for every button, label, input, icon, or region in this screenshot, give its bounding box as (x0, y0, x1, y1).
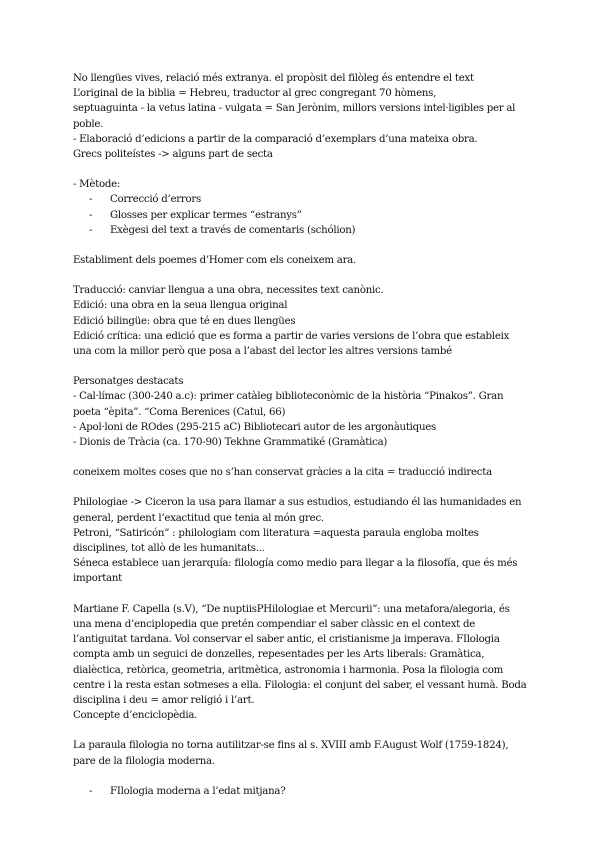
establiment-paragraph: Establiment dels poemes d’Homer com els coneixem ara. (73, 255, 356, 267)
dash-bullet: - (89, 209, 93, 221)
dash-bullet: - (89, 194, 93, 206)
definition-critica: Edició crítica: una edició que es forma a partir de varies versions de l’obra que estableix una com la millor però que posa a l’abast del lector les altres versions també (73, 330, 510, 358)
list-item-text: Correcció d’errors (110, 194, 201, 206)
martiane-paragraph: Martiane F. Capella (s.V), “De nuptiisPHilologiae et Mercurii”: una metafora/alegoria, és una mena d’enciplopedia que pretén compendiar el saber clàssic en el context de l’antiguitat tardana. Vol conservar el saber antic, el cristianisme ja imperava. FIlologia compta amb un seguici de donzelles, repesentades per les Arts liberals: Gramàtica, dialèctica, retòrica, geometria, aritmètica, astronomia i harmonia. Posa la filologia com centre i la resta estan sotmeses a ella. Filologia: el conjunt del saber, el vessant humà. Boda disciplina i deu = amor religió i l’art. (73, 603, 527, 706)
personatges-heading: Personatges destacats (73, 376, 184, 388)
document-body (73, 71, 529, 799)
spacer (73, 587, 529, 602)
spacer (73, 769, 529, 784)
intro-line-4: - Elaboració d’edicions a partir de la comparació d’exemplars d’una mateixa obra. (73, 133, 478, 145)
intro-line-3: septuaguinta - la vetus latina - vulgata = San Jerònim, millors versions intel·ligibles per al poble. (73, 103, 516, 130)
list-item-text: FIlologia moderna a l’edat mitjana? (110, 785, 286, 797)
spacer (73, 162, 529, 177)
list-item (73, 223, 529, 238)
dash-bullet: - (89, 224, 93, 236)
personatge-callimac: - Cal·límac (300-240 a.c): primer catàleg biblioteconòmic de la història “Pinakos”. Gran poeta “èpita”. “Coma Berenices (Catul, 66) (73, 391, 504, 418)
intro-line-1: No llengües vives, relació més extranya. el propòsit del filòleg és entendre el text (73, 73, 474, 84)
concepte-line: Concepte d’enciclopèdia. (73, 710, 198, 722)
definition-edicio: Edició: una obra en la seua llengua original (73, 300, 288, 312)
list-item-text: Exègesi del text a través de comentaris (schólion) (110, 224, 356, 236)
spacer (73, 268, 529, 283)
philologiae-paragraph: Philologiae -> Ciceron la usa para llamar a sus estudios, estudiando él las humanidades en general, perdent l’exactitud que tenia al món grec. (73, 497, 522, 524)
metode-list (73, 192, 529, 238)
definition-traduccio: Traducció: canviar llengua a una obra, necessites text canònic. (73, 285, 384, 297)
list-item-text: Glosses per explicar termes “estranys” (110, 209, 302, 221)
spacer (73, 359, 529, 374)
spacer (73, 480, 529, 495)
personatge-apolloni: - Apol·loni de ROdes (295-215 aC) Bibliotecari autor de les argonàutiques (73, 421, 437, 433)
final-list (73, 784, 529, 799)
paraula-paragraph: La paraula filologia no torna autilitzar-se fins al s. XVIII amb F.August Wolf (1759-1824), pare de la filologia moderna. (73, 740, 509, 767)
seneca-paragraph: Séneca establece uan jerarquía: filología como medio para llegar a la filosofía, que és més important (73, 558, 518, 585)
metode-heading: - Mètode: (73, 179, 121, 191)
definition-bilingue: Edició bilingüe: obra que té en dues llengües (73, 315, 296, 327)
petroni-paragraph: Petroni, “Satiricón” : philologiam com literatura =aquesta paraula engloba moltes disciplines, tot allò de les humanitats... (73, 527, 479, 555)
list-item (73, 784, 529, 799)
list-item (73, 208, 529, 223)
intro-line-5: Grecs politeístes -> alguns part de secta (73, 149, 273, 161)
coneixem-paragraph: coneixem moltes coses que no s’han conservat gràcies a la cita = traducció indirecta (73, 467, 492, 479)
dash-bullet: - (89, 785, 93, 797)
intro-line-2: L’original de la biblia = Hebreu, traductor al grec congregant 70 hòmens, (73, 88, 437, 100)
spacer (73, 450, 529, 465)
spacer (73, 723, 529, 738)
personatge-dionis: - Dionis de Tràcia (ca. 170-90) Tekhne Grammatiké (Gramàtica) (73, 437, 388, 449)
spacer (73, 238, 529, 253)
list-item (73, 192, 529, 207)
